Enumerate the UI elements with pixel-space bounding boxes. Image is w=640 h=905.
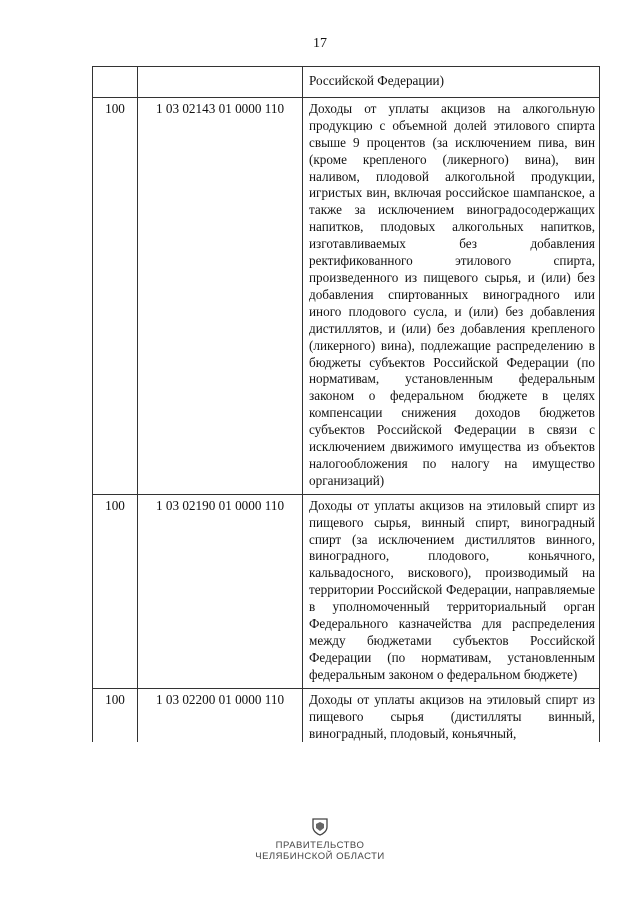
admin-code-cell: 100: [93, 97, 138, 494]
budget-code-cell: 1 03 02190 01 0000 110: [138, 494, 303, 688]
page-number: 17: [313, 36, 327, 51]
description-cell: Доходы от уплаты акцизов на этиловый спирт из пищевого сырья, винный спирт, виноградный спирт (за исключением дистиллятов винного, виноградного, плодового, коньячного, кальвадосного, вискового), производимый на территории Российской Федерации, направляемые в уполномоченный территориальный орган Федерального казначейства для распределения между бюджетами субъектов Российской Федерации (по нормативам, установленным федеральным законом о федеральном бюджете): [303, 494, 600, 688]
budget-code-cell: 1 03 02143 01 0000 110: [138, 97, 303, 494]
budget-code-cell: 1 03 02200 01 0000 110: [138, 688, 303, 742]
government-stamp: [0, 818, 640, 862]
admin-code-cell: [93, 67, 138, 98]
admin-code-cell: 100: [93, 688, 138, 742]
revenue-codes-table: [92, 66, 600, 742]
table-row: [93, 494, 600, 688]
description-cell: Доходы от уплаты акцизов на этиловый спирт из пищевого сырья (дистилляты винный, виноградный, плодовый, коньячный,: [303, 688, 600, 742]
description-cell: Доходы от уплаты акцизов на алкогольную продукцию с объемной долей этилового спирта свыше 9 процентов (за исключением пива, вин (кроме крепленого (ликерного) вина), вин наливом, плодовой алкогольной продукции, игристых вин, включая российское шампанское, а также за исключением виноградосодержащих напитков, плодовых алкогольных напитков, изготавливаемых без добавления ректификованного этилового спирта, произведенного из пищевого сырья, и (или) без добавления спиртованных виноградного или иного плодового сусла, и (или) без добавления дистиллятов, и (или) без добавления крепленого (ликерного) вина), подлежащие распределению в бюджеты субъектов Российской Федерации (по нормативам, установленным федеральным законом о федеральном бюджете в целях компенсации снижения доходов бюджетов субъектов Российской Федерации в связи с исключением движимого имущества из объектов налогообложения по налогу на имущество организаций): [303, 97, 600, 494]
stamp-line-region: ЧЕЛЯБИНСКОЙ ОБЛАСТИ: [255, 851, 385, 862]
table-row: [93, 67, 600, 98]
budget-code-cell: [138, 67, 303, 98]
coat-of-arms-icon: [312, 818, 328, 836]
stamp-line-government: ПРАВИТЕЛЬСТВО: [275, 840, 365, 851]
table-row: [93, 97, 600, 494]
description-cell: Российской Федерации): [303, 67, 600, 98]
admin-code-cell: 100: [93, 494, 138, 688]
table-row: [93, 688, 600, 742]
